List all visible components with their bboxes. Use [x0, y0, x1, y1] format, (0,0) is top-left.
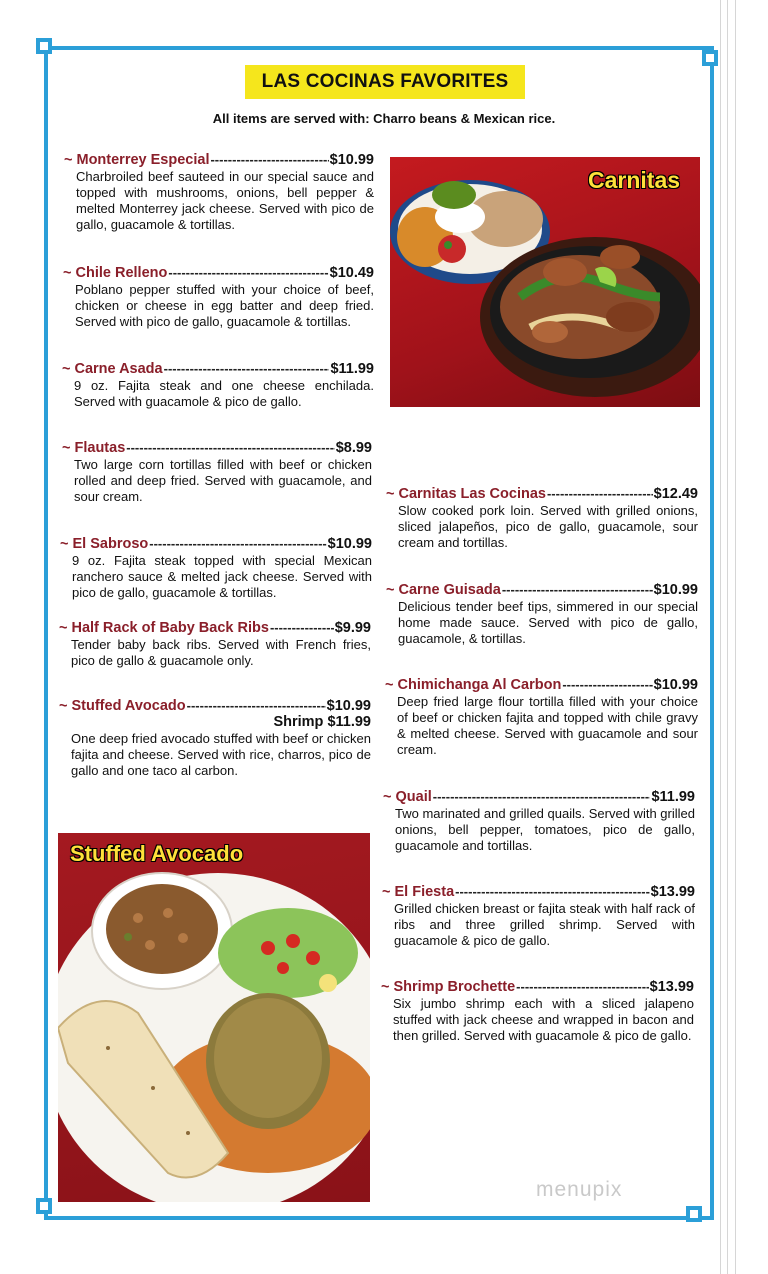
menu-item: [62, 440, 372, 505]
leader-dots: [547, 486, 653, 501]
menu-item: [382, 884, 695, 949]
item-name: ~ Shrimp Brochette: [381, 979, 516, 995]
item-name: ~ Flautas: [62, 440, 126, 456]
carnitas-photo: [390, 157, 700, 407]
item-description: Poblano pepper stuffed with your choice of beef, chicken or cheese in egg batter and deep fried. Served with pico de gallo, guacamole & tortillas.: [75, 282, 374, 329]
item-description: Slow cooked pork loin. Served with grilled onions, sliced jalapeños, pico de gallo, guacamole, sour cream and tortillas.: [398, 503, 698, 550]
item-description: Two large corn tortillas filled with beef or chicken rolled and deep fried. Served with guacamole, and sour cream.: [74, 457, 372, 504]
item-description: 9 oz. Fajita steak and one cheese enchilada. Served with guacamole & pico de gallo.: [74, 378, 374, 409]
carnitas-label: Carnitas: [588, 167, 681, 193]
border-corner: [36, 1198, 52, 1214]
item-description: 9 oz. Fajita steak topped with special Mexican ranchero sauce & melted jack cheese. Served with pico de gallo, guacamole & tortillas.: [72, 553, 372, 600]
menu-item: [63, 265, 374, 330]
leader-dots: [562, 677, 652, 692]
item-description: Six jumbo shrimp each with a sliced jalapeno stuffed with jack cheese and wrapped in bacon and then grilled. Served with guacamole & pico de gallo.: [393, 996, 694, 1043]
border-corner: [36, 38, 52, 54]
menu-item: [62, 361, 374, 410]
menu-item: [64, 152, 374, 233]
item-name: ~ Chile Relleno: [63, 265, 168, 281]
item-price: $13.99: [649, 979, 694, 995]
section-title: LAS COCINAS FAVORITES: [245, 65, 525, 99]
item-description: Delicious tender beef tips, simmered in our special home made sauce. Served with pico de gallo, guacamole, & tortillas.: [398, 599, 698, 646]
leader-dots: [433, 789, 651, 804]
shrimp-price: Shrimp $11.99: [273, 714, 371, 730]
item-name: ~ Stuffed Avocado: [59, 698, 186, 714]
item-description: One deep fried avocado stuffed with beef or chicken fajita and cheese. Served with rice, charros, pico de gallo and one taco al carbon.: [71, 731, 371, 778]
item-name: ~ El Sabroso: [60, 536, 149, 552]
leader-dots: [187, 698, 326, 713]
carnitas-plate-illustration: [390, 157, 700, 407]
item-price: $11.99: [330, 361, 374, 377]
item-name: ~ Chimichanga Al Carbon: [385, 677, 562, 693]
menu-item: [381, 979, 694, 1044]
leader-dots: [270, 620, 334, 635]
leader-dots: [126, 440, 334, 455]
menu-item: [386, 582, 698, 647]
item-description: Charbroiled beef sauteed in our special sauce and topped with mushrooms, onions, bell pepper & melted Monterrey jack cheese. Served with pico de gallo, guacamole & tortillas.: [76, 169, 374, 232]
menu-item: [386, 486, 698, 551]
section-subtitle: All items are served with: Charro beans & Mexican rice.: [212, 111, 556, 126]
watermark: menupix: [536, 1178, 623, 1201]
menu-item: [385, 677, 698, 758]
item-price: $13.99: [650, 884, 695, 900]
menu-item: [59, 620, 371, 669]
item-name: ~ Carne Asada: [62, 361, 163, 377]
leader-dots: [516, 979, 648, 994]
stuffed-avocado-plate-illustration: [58, 833, 370, 1202]
menu-item: [59, 698, 371, 779]
border-corner: [686, 1206, 702, 1222]
item-description: Two marinated and grilled quails. Served with grilled onions, bell pepper, tomatoes, pico de gallo, guacamole and tortillas.: [395, 806, 695, 853]
item-name: ~ Monterrey Especial: [64, 152, 210, 168]
item-price: $10.99: [653, 582, 698, 598]
item-name: ~ Half Rack of Baby Back Ribs: [59, 620, 269, 636]
item-price: $10.99: [327, 536, 372, 552]
item-name: ~ El Fiesta: [382, 884, 455, 900]
leader-dots: [502, 582, 653, 597]
stuffed-avocado-label: Stuffed Avocado: [70, 841, 244, 866]
paper-edge: [720, 0, 721, 1274]
leader-dots: [455, 884, 650, 899]
stuffed-avocado-photo: [58, 833, 370, 1202]
item-price: $10.49: [329, 265, 374, 281]
item-price: $10.99: [329, 152, 374, 168]
leader-dots: [149, 536, 326, 551]
item-price: $11.99: [651, 789, 695, 805]
item-price: $12.49: [653, 486, 698, 502]
item-description: Grilled chicken breast or fajita steak with half rack of ribs and three grilled shrimp. Served with guacamole & pico de gallo.: [394, 901, 695, 948]
paper-edge: [735, 0, 736, 1274]
item-price: $9.99: [334, 620, 371, 636]
menu-item: [383, 789, 695, 854]
item-description: Deep fried large flour tortilla filled with your choice of beef or chicken fajita and topped with chile gravy & melted cheese. Served with guacamole and sour cream.: [397, 694, 698, 757]
item-description: Tender baby back ribs. Served with French fries, pico de gallo & guacamole only.: [71, 637, 371, 668]
leader-dots: [164, 361, 330, 376]
item-name: ~ Quail: [383, 789, 432, 805]
paper-edge: [727, 0, 728, 1274]
item-name: ~ Carne Guisada: [386, 582, 501, 598]
item-price: $8.99: [335, 440, 372, 456]
item-price: $10.99: [653, 677, 698, 693]
item-name: ~ Carnitas Las Cocinas: [386, 486, 546, 502]
menu-item: [60, 536, 372, 601]
item-price: $10.99: [326, 698, 371, 714]
border-corner: [702, 50, 718, 66]
leader-dots: [168, 265, 328, 280]
leader-dots: [210, 152, 328, 167]
